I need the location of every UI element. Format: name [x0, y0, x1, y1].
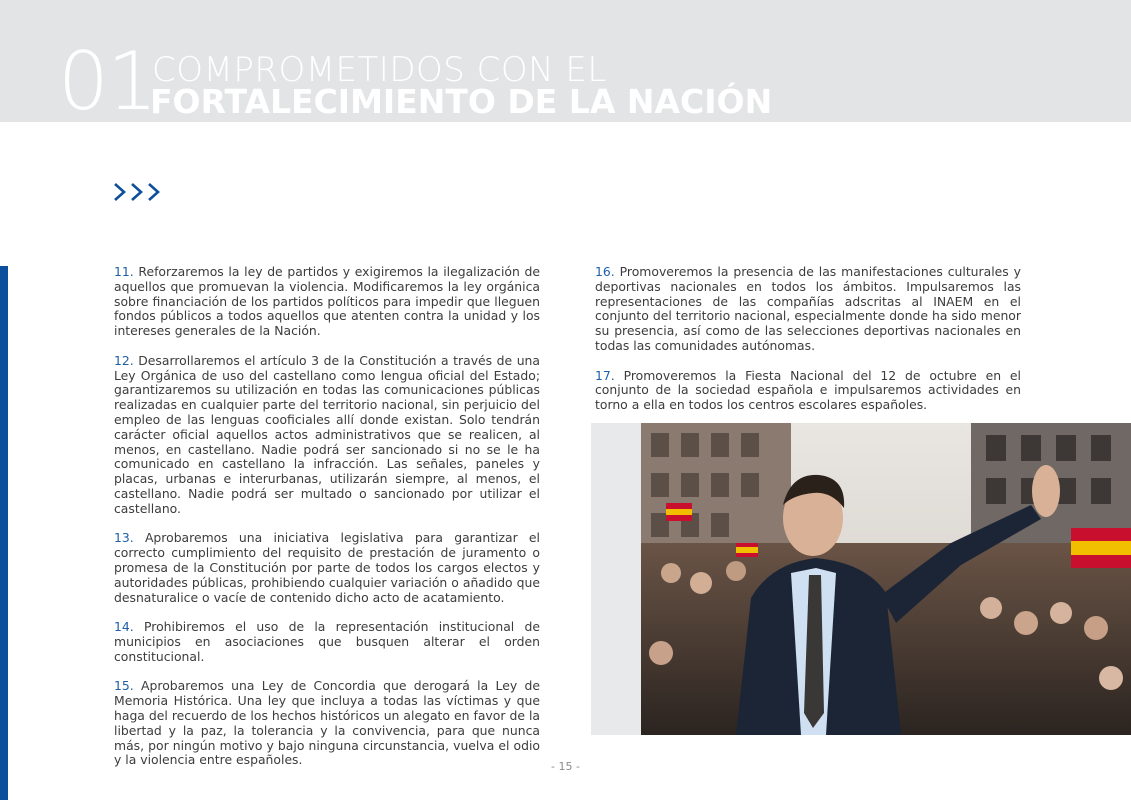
- rally-photo: [641, 423, 1131, 735]
- chapter-number: 01: [58, 35, 156, 128]
- measure-paragraph: 12. Desarrollaremos el artículo 3 de la Constitución a través de una Ley Orgánica de uso del castellano como lengua oficial del Estado; garantizaremos su utilización en todas las comunicaciones públicas realizadas en cualquier parte del territorio nacional, sin perjuicio del empleo de las lenguas cooficiales allí donde existan. Solo tendrán carácter oficial aquellos actos administrativos que se realicen, al menos, en castellano. Nadie podrá ser sancionado si no se le ha comunicado en castellano la infracción. Las señales, paneles y placas, urbanas e interurbanas, utilizarán siempre, al menos, el castellano. Nadie podrá ser multado o sancionado por utilizar el castellano.: [114, 352, 540, 516]
- rally-photo-illustration: [641, 423, 1131, 735]
- right-column: [595, 265, 1021, 428]
- header-banner: [0, 0, 1131, 128]
- left-column: [114, 265, 540, 783]
- chevron-right-icon: [113, 181, 165, 203]
- page-number: - 15 -: [551, 760, 580, 773]
- measure-paragraph: 13. Aprobaremos una iniciativa legislativa para garantizar el correcto cumplimiento del requisito de prestación de juramento o promesa de la Constitución por parte de todos los cargos electos y autoridades públicas, prohibiendo cualquier variación o añadido que desnaturalice o vacíe de contenido dicho acto de acatamiento.: [114, 530, 540, 605]
- accent-side-bar: [0, 266, 8, 800]
- chapter-title-line1: COMPROMETIDOS CON EL: [152, 50, 607, 90]
- measure-paragraph: 15. Aprobaremos una Ley de Concordia que derogará la Ley de Memoria Histórica. Una ley que incluya a todas las víctimas y que haga del recuerdo de los hechos históricos un alegato en favor de la libertad y la paz, la tolerancia y la convivencia, para que nunca más, por ningún motivo y bajo ninguna circunstancia, vuelva el odio y la violencia entre españoles.: [114, 678, 540, 768]
- measure-paragraph: 11. Reforzaremos la ley de partidos y exigiremos la ilegalización de aquellos que promuevan la violencia. Modificaremos la ley orgánica sobre financiación de los partidos políticos para impedir que lleguen fondos públicos a todos aquellos que atenten contra la unidad y los intereses generales de la Nación.: [114, 264, 540, 339]
- measure-paragraph: 14. Prohibiremos el uso de la representación institucional de municipios en asociaciones que busquen alterar el orden constitucional.: [114, 619, 540, 664]
- measure-paragraph: 17. Promoveremos la Fiesta Nacional del 12 de octubre en el conjunto de la sociedad española e impulsaremos actividades en torno a ella en todos los centros escolares españoles.: [595, 367, 1021, 413]
- measure-paragraph: 16. Promoveremos la presencia de las manifestaciones culturales y deportivas nacionales en todos los ámbitos. Impulsaremos las representaciones de las compañías adscritas al INAEM en el conjunto del territorio nacional, especialmente donde ha sido menor su presencia, así como de las selecciones deportivas nacionales en todas las comunidades autónomas.: [595, 264, 1021, 353]
- chapter-title-line2: FORTALECIMIENTO DE LA NACIÓN: [150, 82, 773, 121]
- photo-backdrop: [591, 423, 641, 735]
